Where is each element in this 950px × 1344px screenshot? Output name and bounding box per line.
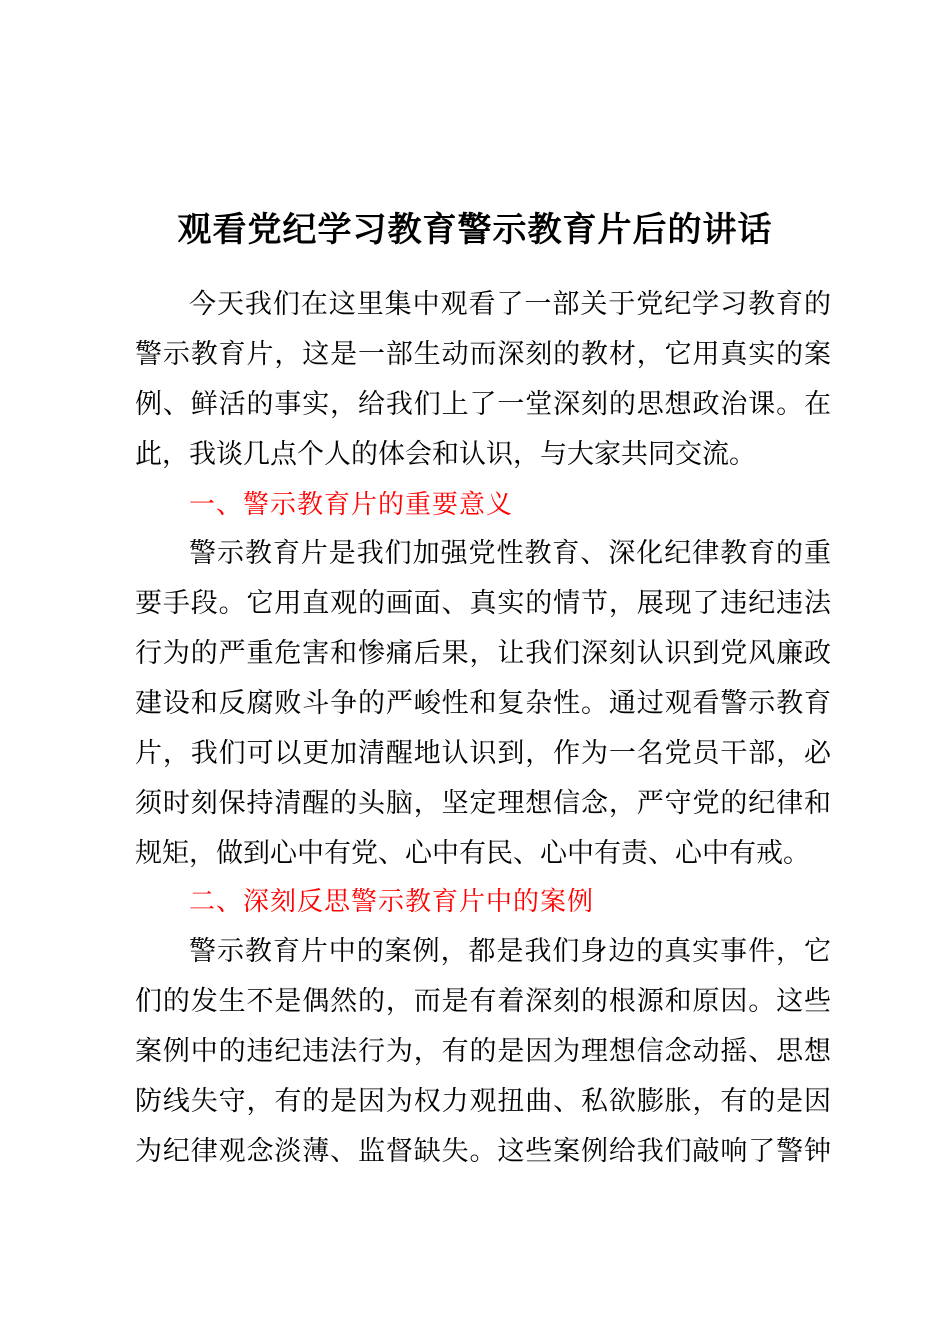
paragraph-line: 规矩，做到心中有党、心中有民、心中有责、心中有戒。 [135, 838, 810, 869]
paragraph-line: 警示教育片中的案例，都是我们身边的真实事件，它 [189, 936, 831, 967]
paragraph-line: 案例中的违纪违法行为，有的是因为理想信念动摇、思想 [135, 1036, 831, 1067]
section-1-paragraph [135, 529, 831, 879]
paragraph-line: 例、鲜活的事实，给我们上了一堂深刻的思想政治课。在 [135, 389, 831, 420]
intro-paragraph [135, 280, 831, 480]
paragraph-line: 为纪律观念淡薄、监督缺失。这些案例给我们敲响了警钟 [135, 1136, 831, 1167]
section-2-heading: 二、深刻反思警示教育片中的案例 [189, 887, 595, 917]
paragraph-line: 此，我谈几点个人的体会和认识，与大家共同交流。 [135, 439, 756, 470]
paragraph-line: 须时刻保持清醒的头脑，坚定理想信念，严守党的纪律和 [135, 788, 831, 819]
document-title: 观看党纪学习教育警示教育片后的讲话 [177, 210, 773, 250]
paragraph-line: 要手段。它用直观的画面、真实的情节，展现了违纪违法 [135, 588, 831, 619]
paragraph-line: 片，我们可以更加清醒地认识到，作为一名党员干部，必 [135, 738, 831, 769]
paragraph-line: 行为的严重危害和惨痛后果，让我们深刻认识到党风廉政 [135, 638, 831, 669]
paragraph-line: 警示教育片，这是一部生动而深刻的教材，它用真实的案 [135, 339, 831, 370]
paragraph-line: 今天我们在这里集中观看了一部关于党纪学习教育的 [189, 289, 831, 320]
section-1-heading: 一、警示教育片的重要意义 [189, 490, 514, 520]
paragraph-line: 们的发生不是偶然的，而是有着深刻的根源和原因。这些 [135, 986, 831, 1017]
paragraph-line: 警示教育片是我们加强党性教育、深化纪律教育的重 [189, 538, 831, 569]
paragraph-line: 建设和反腐败斗争的严峻性和复杂性。通过观看警示教育 [135, 688, 831, 719]
section-2-paragraph [135, 927, 831, 1177]
paragraph-line: 防线失守，有的是因为权力观扭曲、私欲膨胀，有的是因 [135, 1086, 831, 1117]
